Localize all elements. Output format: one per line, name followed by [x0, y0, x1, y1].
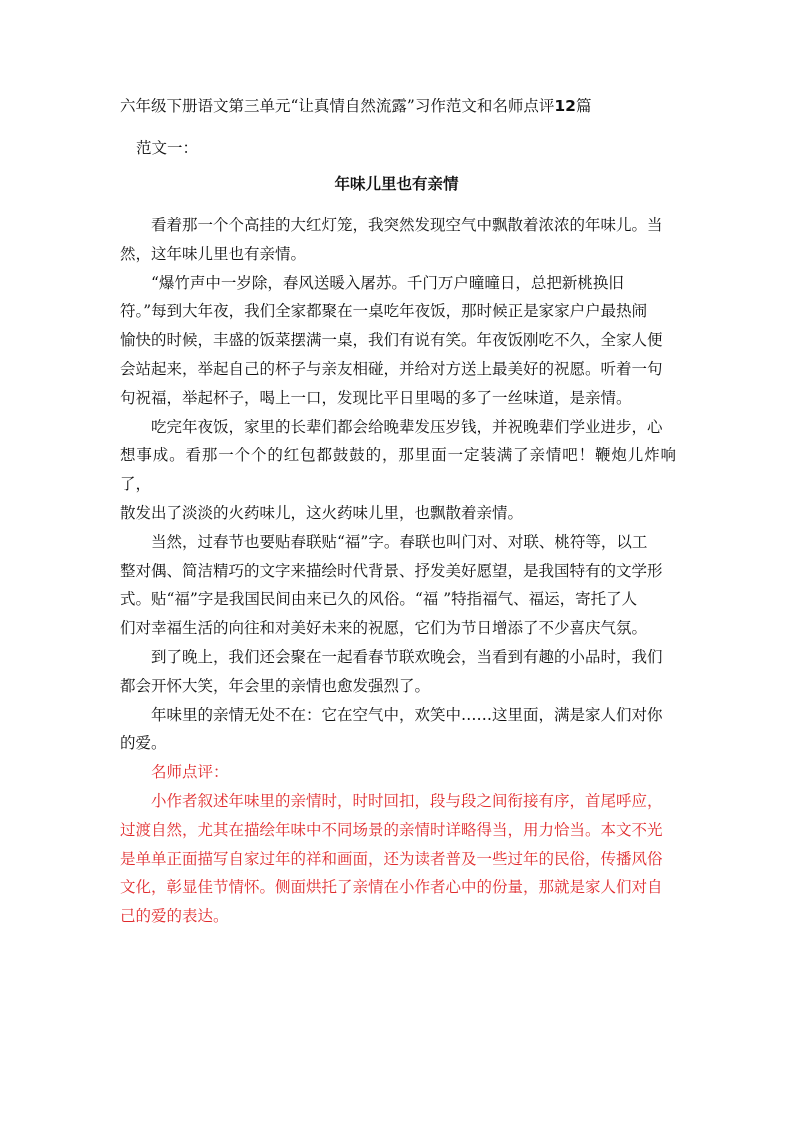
paragraph-line: 到了晚上，我们还会聚在一起看春节联欢晚会，当看到有趣的小品时，我们 — [151, 647, 663, 666]
document-title-count: 12 — [554, 97, 576, 115]
essay-paragraph — [120, 701, 676, 759]
review-line: 是单单正面描写自家过年的祥和画面，还为读者普及一些过年的民俗，传播风俗 — [120, 849, 663, 868]
document-title-suffix: 篇 — [575, 97, 592, 115]
paragraph-line: 想事成。看那一个个的红包都鼓鼓的，那里面一定装满了亲情吧！鞭炮儿炸响了， — [120, 446, 676, 494]
paragraph-line: 愉快的时候，丰盛的饭菜摆满一桌，我们有说有笑。年夜饭刚吃不久，全家人便 — [120, 331, 663, 350]
essay-title: 年味儿里也有亲情 — [334, 175, 459, 193]
paragraph-line: 符。”每到大年夜，我们全家都聚在一桌吃年夜饭，那时候正是家家户户最热闹 — [120, 302, 648, 321]
paragraph-line: 看着那一个个高挂的大红灯笼，我突然发现空气中飘散着浓浓的年味儿。当 — [151, 216, 663, 234]
essay-paragraph — [120, 413, 676, 528]
paragraph-line: 们对幸福生活的向往和对美好未来的祝愿，它们为节日增添了不少喜庆气氛。 — [120, 619, 648, 638]
review-line: 己的爱的表达。 — [120, 907, 229, 926]
review-label: 名师点评： — [151, 763, 229, 782]
review-paragraph — [120, 787, 676, 931]
document-title-text: 六年级下册语文第三单元“让真情自然流露”习作范文和名师点评 — [120, 97, 555, 115]
review-line: 过渡自然，尤其在描绘年味中不同场景的亲情时详略得当，用力恰当。本文不光 — [120, 820, 663, 839]
paragraph-line: 式。贴“福”字是我国民间由来已久的风俗。“福 ”特指福气、福运，寄托了人 — [120, 590, 638, 609]
paragraph-line: 散发出了淡淡的火药味儿，这火药味儿里，也飘散着亲情。 — [120, 503, 524, 522]
essay-paragraph — [120, 269, 676, 413]
essay-paragraph — [120, 643, 676, 701]
essay-paragraph — [120, 528, 676, 643]
section-label: 范文一： — [136, 139, 199, 157]
paragraph-line: 年味里的亲情无处不在：它在空气中，欢笑中……这里面，满是家人们对你 — [151, 705, 663, 724]
paragraph-line: 整对偶、简洁精巧的文字来描绘时代背景、抒发美好愿望，是我国特有的文学形 — [120, 561, 663, 580]
paragraph-line: 的爱。 — [120, 734, 167, 753]
paragraph-line: “爆竹声中一岁除，春风送暖入屠苏。千门万户曈曈日，总把新桃换旧 — [151, 273, 624, 292]
review-line: 小作者叙述年味里的亲情时，时时回扣，段与段之间衔接有序，首尾呼应， — [151, 791, 663, 810]
paragraph-line: 然，这年味儿里也有亲情。 — [120, 244, 307, 263]
paragraph-line: 会站起来，举起自己的杯子与亲友相碰，并给对方送上最美好的祝愿。听着一句 — [120, 359, 663, 378]
review-line: 文化，彰显佳节情怀。侧面烘托了亲情在小作者心中的份量，那就是家人们对自 — [120, 878, 663, 897]
paragraph-line: 都会开怀大笑，年会里的亲情也愈发强烈了。 — [120, 676, 431, 695]
paragraph-line: 句祝福，举起杯子，喝上一口，发现比平日里喝的多了一丝味道，是亲情。 — [120, 388, 632, 407]
document-title — [120, 95, 680, 117]
paragraph-line: 吃完年夜饭，家里的长辈们都会给晚辈发压岁钱，并祝晚辈们学业进步，心 — [151, 417, 663, 436]
paragraph-line: 当然，过春节也要贴春联贴“福”字。春联也叫门对、对联、桃符等，以工 — [151, 532, 648, 551]
essay-body — [120, 211, 676, 931]
essay-paragraph — [120, 211, 676, 269]
